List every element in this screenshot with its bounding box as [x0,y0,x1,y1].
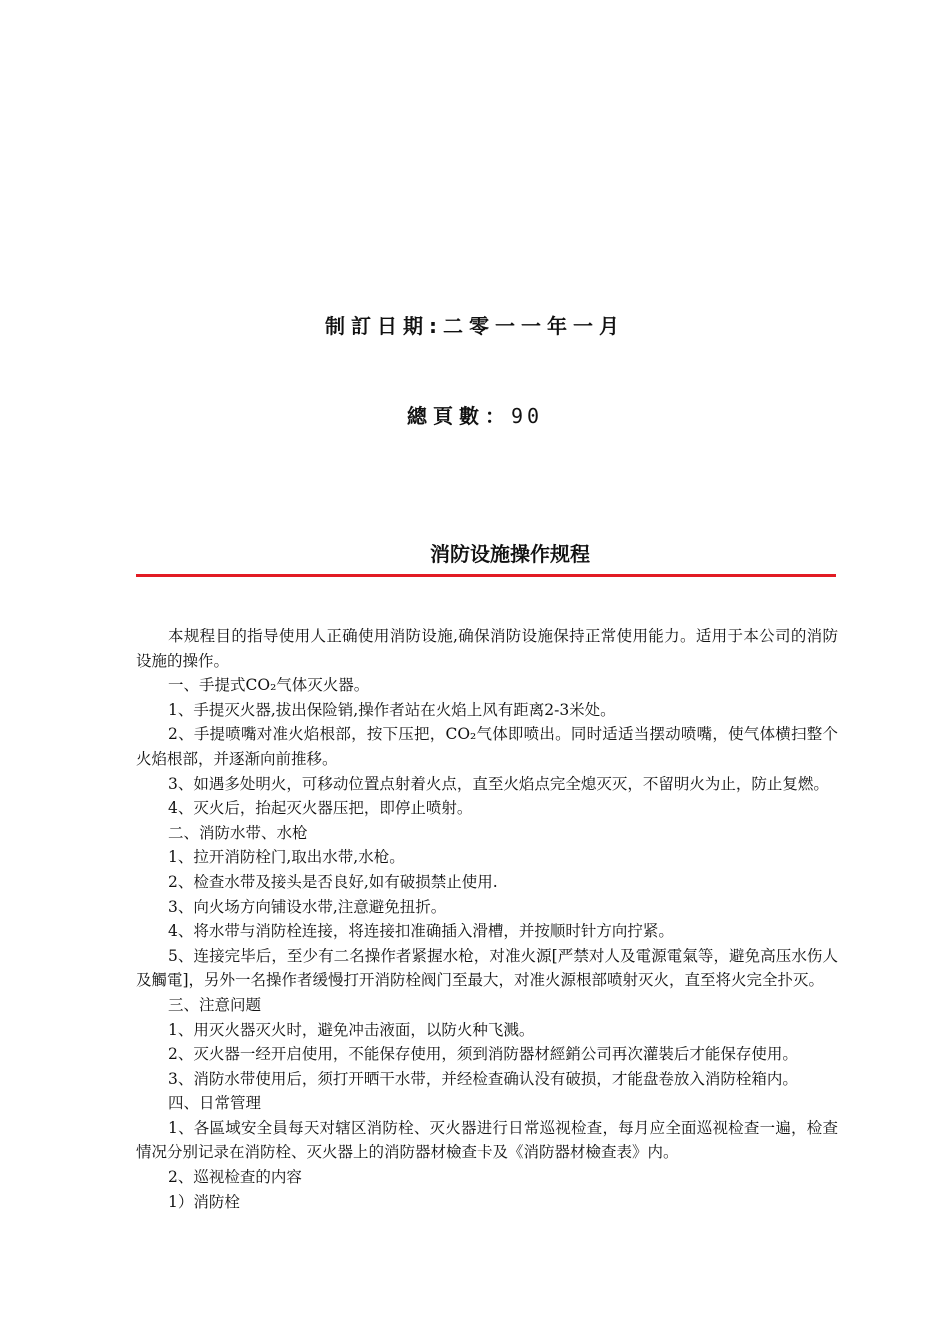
paragraph: 1、各區域安全員每天对辖区消防栓、灭火器进行日常巡视检查，每月应全面巡视检查一遍，检查情况分别记录在消防栓、灭火器上的消防器材檢查卡及《消防器材檢查表》内。 [136,1118,838,1162]
section-heading: 四、日常管理 [168,1094,262,1113]
total-pages [0,400,950,429]
paragraph: 4、灭火后，抬起灭火器压把，即停止喷射。 [168,799,473,818]
paragraph: 1、拉开消防栓门,取出水带,水枪。 [168,848,405,867]
total-pages-value: 90 [510,404,544,428]
paragraph: 5、连接完毕后，至少有二名操作者紧握水枪，对准火源[严禁对人及電源電氣等，避免高压水伤人及觸電]，另外一名操作者缓慢打开消防栓阀门至最大，对准火源根部喷射灭火，直至将火完全扑灭。 [136,946,838,990]
paragraph: 1）消防栓 [168,1192,240,1211]
section-heading: 三、注意问题 [168,995,262,1014]
revision-date: 制訂日期:二零一一年一月 [325,314,625,338]
title-divider [136,574,836,577]
total-pages-label: 總頁數： [406,404,511,428]
paragraph: 3、向火场方向铺设水带,注意避免扭折。 [168,897,447,916]
section-heading: 一、手提式CO₂气体灭火器。 [168,676,370,695]
paragraph: 3、消防水带使用后，须打开晒干水带，并经检查确认没有破损，才能盘卷放入消防栓箱内。 [168,1069,798,1088]
paragraph: 2、手提喷嘴对准火焰根部，按下压把，CO₂气体即喷出。同时适适当摆动喷嘴，使气体横扫整个火焰根部，并逐渐向前推移。 [136,725,838,768]
paragraph: 本规程目的指导使用人正确使用消防设施,确保消防设施保持正常使用能力。适用于本公司的消防设施的操作。 [136,627,838,670]
document-body [136,624,838,1214]
paragraph: 2、检查水带及接头是否良好,如有破损禁止使用. [168,872,498,891]
section-heading: 二、消防水带、水枪 [168,823,308,842]
paragraph: 2、巡视检查的内容 [168,1168,302,1187]
paragraph: 3、如遇多处明火，可移动位置点射着火点，直至火焰点完全熄灭灭，不留明火为止，防止复燃。 [168,774,829,793]
paragraph: 4、将水带与消防栓连接，将连接扣准确插入滑槽，并按顺时针方向拧紧。 [168,922,674,941]
paragraph: 2、灭火器一经开启使用，不能保存使用，须到消防器材經銷公司再次灌裝后才能保存使用。 [168,1045,798,1064]
document-title: 消防设施操作规程 [430,542,590,566]
paragraph: 1、手提灭火器,拔出保险销,操作者站在火焰上风有距离2-3米处。 [168,700,616,719]
paragraph: 1、用灭火器灭火时，避免冲击液面，以防火种飞溅。 [168,1020,535,1039]
